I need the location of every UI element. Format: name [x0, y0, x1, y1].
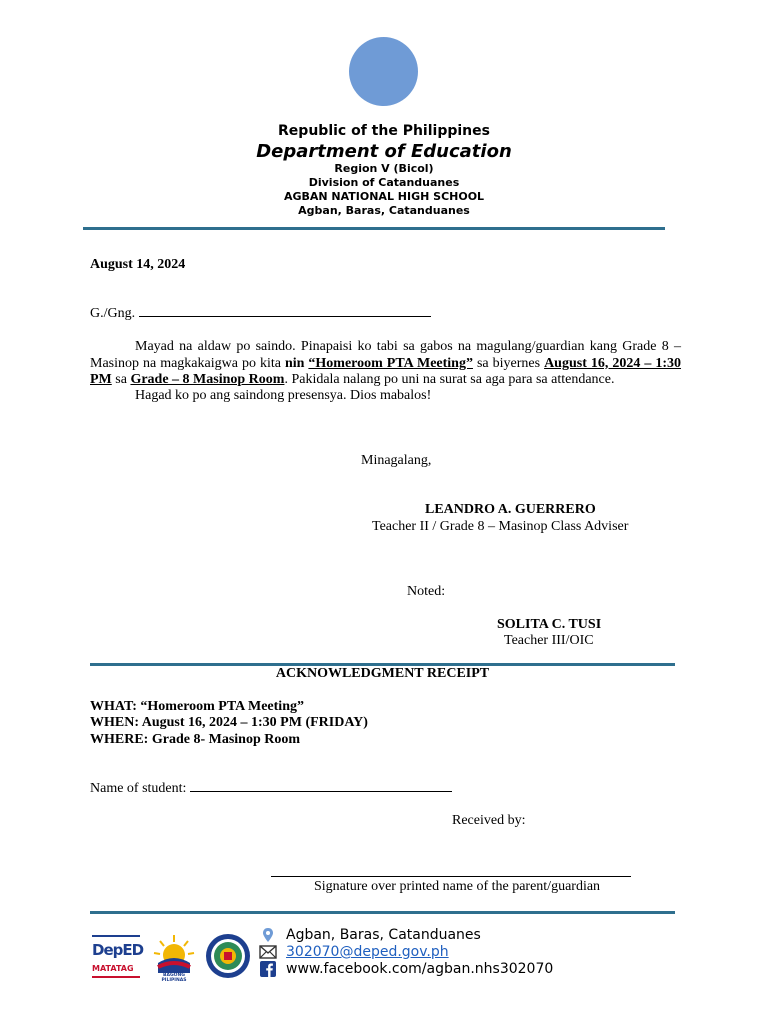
- envelope-icon: [259, 944, 277, 960]
- header-rule: [83, 227, 665, 230]
- closing: Minagalang,: [361, 453, 432, 468]
- body-text-2: sa biyernes: [472, 355, 545, 371]
- body-text-4: . Pakidala nalang po uni na surat sa aga para sa attendance.: [284, 372, 615, 387]
- bagong-pilipinas-logo: [150, 933, 198, 981]
- footer-address: [259, 927, 481, 944]
- signer-title: Teacher II / Grade 8 – Masinop Class Adviser: [372, 519, 629, 534]
- receipt-what: WHAT: “Homeroom PTA Meeting”: [90, 699, 304, 714]
- salutation: [90, 306, 431, 322]
- student-name-blank: [190, 791, 452, 792]
- body-text-nin: nin: [284, 355, 309, 371]
- letter-body: [90, 339, 681, 389]
- republic-line: Republic of the Philippines: [278, 123, 490, 139]
- sun-icon: [150, 933, 198, 973]
- student-name-label: Name of student:: [90, 781, 187, 796]
- receipt-where: WHERE: Grade 8- Masinop Room: [90, 732, 300, 747]
- letter-closing-para: Hagad ko po ang saindong presensya. Dios mabalos!: [135, 388, 432, 403]
- deped-seal: [349, 37, 418, 106]
- school-logo: [205, 933, 251, 979]
- event-name: “Homeroom PTA Meeting”: [308, 355, 473, 371]
- footer-address-text: Agban, Baras, Catanduanes: [286, 927, 481, 943]
- deped-wordmark: DepED: [92, 941, 144, 959]
- footer-facebook: [259, 961, 553, 978]
- email-link[interactable]: 302070@deped.gov.ph: [286, 944, 449, 960]
- salutation-label: G./Gng.: [90, 306, 136, 321]
- facebook-icon: [259, 961, 277, 977]
- footer-email: [259, 944, 449, 961]
- event-room: Grade – 8 Masinop Room: [130, 372, 285, 387]
- noter-name: SOLITA C. TUSI: [497, 617, 602, 632]
- school-name: AGBAN NATIONAL HIGH SCHOOL: [283, 190, 485, 203]
- body-text-1: Mayad na aldaw po saindo. Pinapaisi ko tabi sa gabos na magulang/guardian kang Grade 8 – Masinop na magkakaigwa po kita: [90, 339, 681, 371]
- body-text-3: sa: [111, 372, 131, 387]
- noter-title: Teacher III/OIC: [504, 633, 594, 648]
- letter-date: August 14, 2024: [90, 257, 186, 272]
- school-seal-icon: [205, 933, 251, 979]
- student-name-field: [90, 781, 452, 797]
- bagong-pilipinas-text: BAGONG PILIPINAS: [161, 973, 187, 983]
- deped-matatag-logo: [90, 933, 142, 983]
- signature-caption: Signature over printed name of the parent/guardian: [313, 879, 601, 894]
- signature-line: [271, 876, 631, 877]
- school-address: Agban, Baras, Catanduanes: [298, 204, 470, 217]
- noted-label: Noted:: [407, 584, 446, 599]
- receipt-title: ACKNOWLEDGMENT RECEIPT: [275, 666, 490, 681]
- region-line: Region V (Bicol): [334, 162, 434, 175]
- matatag-wordmark: MATATAG: [92, 964, 134, 973]
- department-title: Department of Education: [256, 141, 512, 162]
- division-line: Division of Catanduanes: [308, 176, 460, 189]
- location-pin-icon: [259, 927, 277, 943]
- signer-name: LEANDRO A. GUERRERO: [425, 502, 596, 517]
- footer-rule: [90, 911, 675, 914]
- event-datetime: August 16, 2024 – 1:30 PM: [90, 355, 682, 387]
- facebook-url[interactable]: www.facebook.com/agban.nhs302070: [286, 961, 554, 977]
- salutation-blank: [139, 316, 431, 317]
- receipt-when: WHEN: August 16, 2024 – 1:30 PM (FRIDAY): [90, 715, 368, 730]
- received-by: Received by:: [452, 813, 526, 828]
